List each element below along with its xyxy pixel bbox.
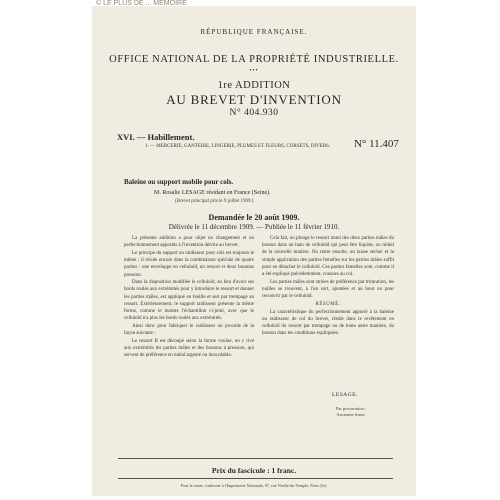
footer-note: Pour la vente, s'adresser à l'Imprimerie Nationale, 87, rue Vieille-du-Temple, Paris (3e).: [180, 483, 328, 488]
inventor-line: M. Rosalie LESAGE résidant en France (Seine).: [154, 190, 271, 196]
body-paragraph: Dans la disposition modifiée le celluloïd, au lieu d'avoir ses bords roulés aux extrémités pour y introduire le ressort et donner les parties mâles, est appliqué en feuille et sert par trempage au ressort. Extérieurement, le support raidisseur présente la même forme, comme le montre l'échantillon ci-joint, avec que le celluloïd n'a plus les bords roulés aux extrémités.: [124, 280, 254, 322]
divider-line: [118, 478, 393, 479]
ornament-divider: •••: [249, 68, 259, 74]
principal-patent-note: (Brevet principal pris le 9 juillet 1909.): [175, 199, 254, 204]
body-column-left: [124, 235, 254, 447]
invention-subject: Baleine ou support mobile pour cols.: [124, 178, 234, 186]
watermark-text: © LE PLUS DE ... MÉMOIRE: [96, 0, 187, 7]
patent-main-number: N° 404.930: [229, 108, 279, 118]
body-paragraph: La présente addition a pour objet un changement et un perfectionnement apportés à l'invention décrite au brevet.: [124, 236, 254, 249]
signature-name: LESAGE.: [332, 392, 358, 398]
delivery-date: Délivrée le 11 décembre 1909. — Publiée le 11 février 1910.: [168, 223, 340, 231]
office-heading: OFFICE NATIONAL DE LA PROPRIÉTÉ INDUSTRIELLE.: [109, 54, 399, 65]
body-paragraph: Le ressort B est découpé selon la forme voulue, on y rive aux extrémités les parties mâles et des boutons à pression, qui servent de préférence en métal argenté ou inoxydable.: [124, 338, 254, 359]
body-paragraph: Le principe du support ou raidisseur pour cols est toujours le même ; il réside encore dans la combinaison spéciale de quatre parties : une enveloppe en celluloïd, un ressort et deux boutons pression.: [124, 250, 254, 278]
addition-number: N° 11.407: [354, 138, 399, 150]
body-paragraph: Les parties mâles sont striées de préférence par trituration, les nuilles se trouvent, à l'un sort, ajoutées et au bout ou pour recouvrir par le celluloïd.: [262, 279, 394, 300]
body-paragraph: La caractéristique du perfectionnement apporté à la baleine ou raidisseur de col du brevet, réside dans le revêtement en celluloïd du ressort par trempage ou de toute autre manière, du bouton dans les conditions expliquées.: [262, 309, 394, 337]
application-date: Demandée le 20 août 1909.: [208, 213, 300, 222]
body-paragraph: Ainsi donc pour fabriquer le raidisseur on procède de la façon suivante :: [124, 323, 254, 337]
body-column-right: [262, 235, 394, 375]
classification-description: 1. — MERCERIE, GANTERIE, LINGERIE, PLUMES ET FLEURS, CORSETS, DIVERS.: [145, 144, 331, 149]
divider-line: [118, 458, 393, 459]
addition-heading: 1re ADDITION: [217, 80, 291, 91]
patent-title: AU BREVET D'INVENTION: [166, 92, 342, 107]
price-line: Prix du fascicule : 1 franc.: [211, 466, 297, 475]
classification-code: XVI. — Habillement.: [117, 132, 195, 142]
republic-heading: RÉPUBLIQUE FRANÇAISE.: [200, 28, 308, 36]
body-paragraph: Cela fait, on plonge le ressort muni des deux parties mâles du bouton dans un bain de celluloïd qui peut être liquide, ou réduit de la nouvelle matière. On retire ensuite, on laisse sécher et la simple application des parties femelles sur les parties mâles suffit pour en détacher le celluloïd. Ces parties femelles sont, comme il a été expliqué précédemment, cousues au col.: [262, 236, 394, 278]
summary-heading: RÉSUMÉ.: [315, 301, 341, 307]
attorney-note: Par procuration : Ancienne firme.: [335, 406, 367, 417]
